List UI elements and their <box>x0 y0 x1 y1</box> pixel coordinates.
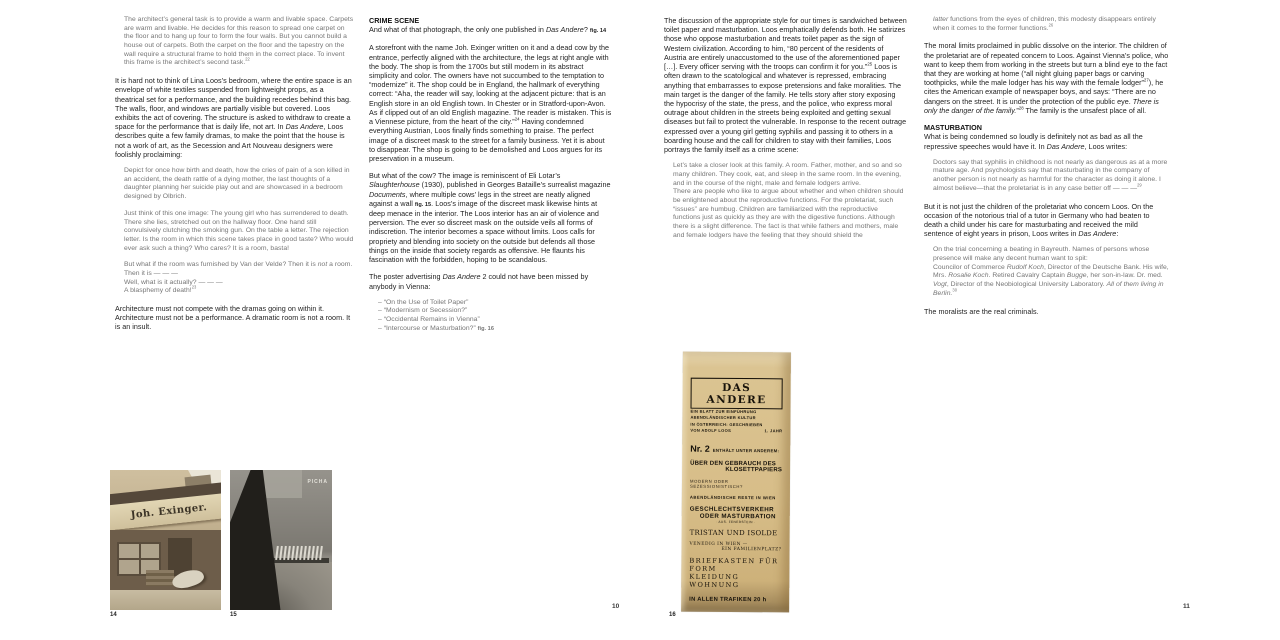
poster-year: 1. JAHR <box>764 427 783 433</box>
poster-item-toilet-paper: ÜBER DEN GEBRAUCH DES <box>690 460 777 467</box>
paragraph-architecture-insult: Architecture must not compete with the dramas going on within it. Architecture must not be a performance. A dramatic room is not a room. It is an insult. <box>115 304 351 332</box>
poster-item-masturbation: ODER MASTURBATION <box>699 512 776 520</box>
block-quote-depict: Depict for once how birth and death, how the cries of pain of a son killed in an accident, the death rattle of a dying mother, the last thoughts of a daughter planning her suicide play out and are showcased in a bedroom designed by Olbrich. <box>124 167 350 201</box>
figure-15-caption: 15 <box>230 612 237 618</box>
figure-15-lotar-slaughterhouse-photo <box>230 470 332 610</box>
block-quote-latter-functions: latter functions from the eyes of children, this modesty disappears entirely when it comes to the former functions.$^{26}$ <box>933 16 1156 32</box>
right-page-column-2 <box>924 16 1169 324</box>
wall-graffiti-text: PICHA <box>307 479 328 485</box>
poster-issue-line <box>690 443 782 454</box>
poster-briefkasten-line: BRIEFKASTEN FÜR <box>689 556 779 566</box>
figure-14-exinger-storefront-photo <box>110 470 221 610</box>
left-page-column-1 <box>115 16 355 340</box>
list-item: – “Intercourse or Masturbation?” fig. 16 <box>378 324 494 332</box>
block-quote-bayreuth-trial: On the trial concerning a beating in Bayreuth. Names of persons whose presence will make any decent human want to spit: Councilor of Commerce Rudolf Koch, Director of the Deutsche Bank. His wife, Mrs. Rosalie Koch. Retired Cavalry Captain Bugge, her son-in-law. Dr. med. Vogt, Director of the Neobiological University Laboratory. All of them living in Berlin.$^{30}$ <box>933 246 1169 297</box>
paragraph-poster-advertising: The poster advertising Das Andere 2 could not have been missed by anybody in Vienna: <box>369 272 589 291</box>
poster-subtitle-line: ABENDLÄNDISCHER KULTUR <box>690 415 756 421</box>
block-quote-family-room: Let’s take a closer look at this family. A room. Father, mother, and so and so many children. They cook, eat, and sleep in the same room. In the evening, and in the course of the night, male and female lodgers arrive. There are people who like to argue about whether and when children should be enlightened about the reproductive functions. For the proletariat, such “issues” are humbug. Children are familiarized with the reproductive functions just as quickly as they are with the digestive functions. Although there is a slight difference. The fact is that while fathers and mothers, male and female lodgers have the feeling that they should shield the <box>673 162 904 239</box>
left-page-number: 10 <box>612 603 620 610</box>
right-page-column-1 <box>664 16 907 248</box>
paragraph-lina-loos-bedroom: It is hard not to think of Lina Loos’s bedroom, where the entire space is an envelope of white textiles suspended from lightweight props, as a theatrical set for a performance, and the building recedes behind this bag. The walls, floor, and windows are partially visible but covered. Loos exhibits the act of covering. The structure is asked to withdraw to create a space for the performance that is daily life, not art. In Das Andere, Loos describes quite a few family dramas, to make the point that the house is not a work of art, as the Secession and Art Nouveau designers were foolishly proclaiming: <box>115 76 352 159</box>
poster-item-small-line: · AUS. FENERSTEIN · <box>715 519 756 525</box>
poster-subtitle-line: EIN BLATT ZUR EINFÜHRUNG <box>690 408 757 415</box>
poster-item-modern: MODERN ODER SEZESSIONISTISCH? <box>689 478 744 489</box>
poster-author-line: VON ADOLF LOOS <box>690 427 732 433</box>
paragraph-tutor-trial: But it is not just the children of the proletariat who concern Loos. On the occasion of the notorious trial of a tutor in Germany who had beaten to death a child under his care for masturbating and received the mild sentence of eight years in prison, Loos writes in Das Andere: <box>924 201 1154 239</box>
poster-item-geschlechtsverkehr: GESCHLECHTSVERKEHR <box>689 505 775 513</box>
block-quote-architect-task: The architect’s general task is to provide a warm and livable space. Carpets are warm and livable. He decides for this reason to spread one carpet on the floor and to hang up four to form the four walls. But you cannot build a house out of carpets. Both the carpet on the floor and the tapestry on the wall require a structural frame to hold them in the correct place. To invent this frame is the architect’s second task.$^{22}$ <box>124 16 354 67</box>
block-quote-doctors: Doctors say that syphilis in childhood is not nearly as dangerous as at a more mature age. And psychologists say that masturbating in the company of another person is not nearly as harmful for the character as doing it alone. I almost believe—that the proletariat is in any case better off — — —$^{29}$ <box>933 158 1168 192</box>
block-quote-young-girl: Just think of this one image: The young girl who has surrendered to death. There she lies, stretched out on the hallway floor. One hand still convulsively clutching the smoking gun. On the table a letter. The rejection letter. Is the room in which this scene takes place in good taste? Who would ever ask such a thing? Who cares? It is a room, basta! <box>124 209 354 252</box>
poster-item-trafiken: IN ALLEN TRAFIKEN 20 h <box>689 596 767 603</box>
poster-item-reste: ABENDLÄNDISCHE RESTE IN WIEN <box>689 494 776 500</box>
left-page-column-2 <box>369 16 612 342</box>
poster-issue-rest: ENTHÄLT UNTER ANDEREM: <box>712 447 780 453</box>
right-page-number: 11 <box>1183 603 1190 610</box>
poster-item-tristan: TRISTAN UND ISOLDE <box>689 528 778 538</box>
list-item: – “Modernism or Secession?” <box>378 307 468 315</box>
poster-subtitle-row <box>690 427 782 433</box>
poster-issue-number: Nr. 2 <box>690 443 710 454</box>
poster-item-venedig: VENEDIG IN WIEN — <box>689 541 748 548</box>
poster-wohnung-line: WOHNUNG <box>689 580 740 589</box>
storefront-sidewalk <box>110 590 221 610</box>
figure-14-caption: 14 <box>110 612 117 618</box>
figure-16-das-andere-poster <box>681 352 791 613</box>
paragraph-moralists: The moralists are the real criminals. <box>924 306 1039 316</box>
poster-item-familienplatz: EIN FAMILIENPLATZ? <box>721 547 782 553</box>
list-item: – “Occidental Remains in Vienna” <box>378 316 480 324</box>
poster-title: DAS ANDERE <box>691 378 783 409</box>
figure-16-caption: 16 <box>669 612 676 618</box>
poster-kleidung-line: KLEIDUNG <box>689 572 740 581</box>
cow-legs-row <box>276 544 328 560</box>
section-heading-masturbation: MASTURBATION <box>924 123 982 133</box>
section-heading-crime-scene: CRIME SCENE <box>369 16 420 25</box>
poster-contents-list <box>378 299 612 334</box>
paragraph-condemned: What is being condemned so loudly is definitely not as bad as all the repressive speeches would have it. In Das Andere, Loos writes: <box>924 132 1143 151</box>
list-item: – “On the Use of Toilet Paper” <box>378 298 469 306</box>
storefront-sign-text: Joh. Exinger. <box>130 502 208 521</box>
poster-form-line: FORM <box>689 564 717 573</box>
paragraph-cow-lotar: But what of the cow? The image is reminiscent of Eli Lotar’s Slaughterhouse (1930), published in Georges Bataille’s surrealist magazine Documents, where multiple cows’ legs in the street are neatly aligned against a wall fig. 15. Loos’s image of the discreet mask likewise hints at deep menace in the interior. The Loos interior has an air of violence and perversion. The ever so discreet mask on the outside veils all forms of indiscretion. The interior becomes a space without limits. Loos calls for propriety and blending into society on the outside but defends all those things on the inside that society regards as offensive. He flaunts his fascination with the forbidden, hoping to be scandalous. <box>369 171 611 265</box>
paragraph-photograph: And what of that photograph, the only one published in Das Andere? fig. 14 <box>369 25 607 35</box>
paragraph-moral-limits: The moral limits proclaimed in public dissolve on the interior. The children of the proletariat are of repeated concern to Loos. Against Vienna’s police, who want to keep them from working in the streets but turn a blind eye to the fact that they are working at home (“all night gluing paper bags or carving toothpicks, while the male lodger has his way with the female lodger”$^{27}$), he cites the American example of newspaper boys, and says: “There are no dangers on the street. It is under the protection of the public eye. There is only the danger of the family.”$^{28}$ The family is the unsafest place of all. <box>924 41 1169 115</box>
poster-content <box>689 378 783 603</box>
paragraph-appropriate-style: The discussion of the appropriate style for our times is sandwiched between toilet paper and masturbation. Loos emphatically defends both. He satirizes those who oppose masturbation and treats toilet paper as the sign of Western civilization. According to him, “80 percent of the residents of Austria are entirely unaccustomed to the use of the aforementioned paper […]. Every officer serving with the troops can confirm it for you.”$^{25}$ Loos is often drawn to the scatological and whatever is repressed, embracing anything that embarrasses to expose pretensions and fake moralities. The main target is the danger of the family. He tells story after story exposing the hypocrisy of the state, the press, and the police, who express moral outrage about children in the streets being exploited and getting sexual diseases but fail to protect the vulnerable. In response to the recent outrage expressed over a young girl getting syphilis and passing it to others in a boarding house and the call for children to stay with their families, Loos portrays the family itself as a crime scene: <box>664 16 907 155</box>
storefront-steps <box>146 570 174 586</box>
poster-subtitle-line: IN ÖSTERREICH: GESCHRIEBEN <box>690 421 763 427</box>
poster-item-toilet-paper-2: KLOSETTPAPIERS <box>725 466 783 473</box>
poster-item-briefkasten <box>689 558 781 590</box>
block-quote-van-der-velde: But what if the room was furnished by Van der Velde? Then it is not a room. Then it is — — — Well, what is it actually? — — — A blasphemy of death!$^{23}$ <box>124 261 353 295</box>
paragraph-storefront: A storefront with the name Joh. Exinger written on it and a dead cow by the entrance, perfectly aligned with the architecture, the legs at right angle with the body. The shop is from the 1700s but still modern in its abstract simplicity and color. The owners have not succumbed to the temptation to “modernize” it. The shop could be in England, the hallmark of everything correct: “Aha, the reader will say, looking at the adjacent picture: that is an English store in an old English town. In Chester or in Stratford-upon-Avon. As if clipped out of an old English magazine. The reader is mistaken. This is a Viennese picture, from the heart of the city.”$^{24}$ Having condemned everything Austrian, Loos finally finds something to praise. The perfect image of a discreet mask to the street for a family business. Yet it is about to disappear. The shop is going to be demolished and Loos argues for its preservation in a museum. <box>369 43 612 163</box>
